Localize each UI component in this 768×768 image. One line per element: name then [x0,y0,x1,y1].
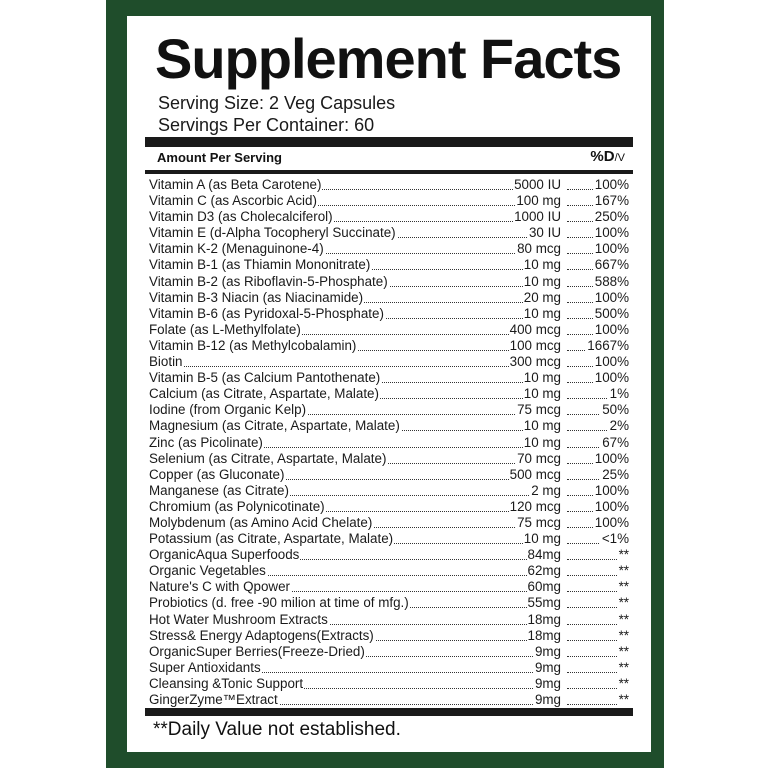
nutrient-amount: 9mg [534,692,561,707]
nutrient-row [149,595,629,611]
nutrient-daily-value [567,225,629,241]
nutrient-name: Iodine (from Organic Kelp) [149,402,307,418]
nutrient-name-amount [149,483,561,499]
nutrient-name-amount [149,322,561,338]
nutrient-name: Vitamin K-2 (Menaguinone-4) [149,241,324,257]
nutrient-row [149,306,629,322]
nutrient-row [149,692,629,708]
nutrient-amount: 60mg [527,579,561,595]
nutrient-daily-value [567,306,629,322]
nutrient-name: Super Antioxidants [149,659,261,675]
nutrient-amount: 55mg [527,595,561,611]
nutrient-row [149,177,629,193]
nutrient-amount: 120 mcg [509,498,561,514]
nutrient-amount: 400 mcg [509,321,561,337]
nutrient-row [149,338,629,354]
nutrient-row [149,515,629,531]
nutrient-row [149,547,629,563]
nutrient-row [149,563,629,579]
nutrient-amount: 70 mcg [517,450,561,466]
nutrient-daily-value [567,547,629,563]
daily-value-percent: 100% [594,241,629,257]
nutrient-row [149,257,629,273]
nutrient-name-amount [149,612,561,628]
daily-value-percent: 50% [602,402,629,418]
nutrient-daily-value [567,435,629,451]
nutrient-daily-value [567,612,629,628]
nutrient-daily-value [567,579,629,595]
nutrient-amount: 10 mg [523,434,561,450]
supplement-facts-panel [127,16,651,752]
nutrient-row [149,467,629,483]
nutrient-amount: 10 mg [523,418,561,434]
nutrient-daily-value [567,531,629,547]
nutrient-daily-value [567,241,629,257]
nutrient-amount: 75 mcg [517,402,561,418]
nutrient-name: Cleansing &Tonic Support [149,675,304,691]
daily-value-percent: 100% [594,354,629,370]
daily-value-percent: 100% [594,482,629,498]
nutrient-daily-value [567,660,629,676]
nutrient-amount: 500 mcg [509,466,561,482]
daily-value-percent: 100% [594,321,629,337]
nutrient-row [149,660,629,676]
nutrient-name: Vitamin B-6 (as Pyridoxal-5-Phosphate) [149,305,384,321]
nutrient-row [149,451,629,467]
nutrient-daily-value [567,354,629,370]
nutrient-daily-value [567,676,629,692]
nutrient-name: Copper (as Gluconate) [149,466,285,482]
nutrient-name-amount [149,515,561,531]
nutrient-name: Zinc (as Picolinate) [149,434,263,450]
daily-value-percent: ** [618,643,629,659]
daily-value-percent: 1% [609,386,629,402]
nutrient-name-amount [149,386,561,402]
nutrient-daily-value [567,499,629,515]
nutrient-name-amount [149,402,561,418]
nutrient-amount: 10 mg [523,273,561,289]
nutrient-row [149,209,629,225]
nutrient-name-amount [149,451,561,467]
nutrient-name-amount [149,628,561,644]
nutrient-amount: 9mg [534,659,561,675]
nutrient-row [149,241,629,257]
nutrient-daily-value [567,322,629,338]
daily-value-percent: 667% [594,257,629,273]
nutrient-amount: 84mg [527,547,561,563]
daily-value-header: %D/V [590,148,625,165]
nutrient-name-amount [149,290,561,306]
daily-value-percent: 588% [594,273,629,289]
thick-divider-top [145,137,633,147]
nutrient-daily-value [567,290,629,306]
daily-value-percent: 100% [594,177,629,192]
servings-per-container: Servings Per Container: 60 [158,115,375,135]
daily-value-percent: 1667% [587,337,629,353]
nutrient-daily-value [567,370,629,386]
nutrient-amount: 62mg [527,563,561,579]
nutrient-name-amount [149,274,561,290]
column-header-row [157,150,635,170]
nutrient-row [149,290,629,306]
nutrient-daily-value [567,451,629,467]
daily-value-percent: ** [618,611,629,627]
nutrient-amount: 9mg [534,643,561,659]
nutrient-name: Magnesium (as Citrate, Aspartate, Malate) [149,418,400,434]
nutrient-name-amount [149,209,561,225]
nutrient-name: Vitamin B-1 (as Thiamin Mononitrate) [149,257,371,273]
nutrient-name-amount [149,257,561,273]
nutrient-name: Hot Water Mushroom Extracts [149,611,328,627]
nutrient-daily-value [567,692,629,708]
nutrient-name-amount [149,418,561,434]
daily-value-percent: ** [618,595,629,611]
daily-value-percent: ** [618,692,629,707]
daily-value-percent: 167% [594,193,629,209]
nutrient-name-amount [149,547,561,563]
nutrient-amount: 10 mg [523,370,561,386]
nutrient-daily-value [567,418,629,434]
nutrient-amount: 9mg [534,675,561,691]
nutrient-name: Probiotics (d. free -90 milion at time of mfg.) [149,595,409,611]
nutrient-name-amount [149,193,561,209]
daily-value-percent: 100% [594,289,629,305]
nutrient-amount: 30 IU [528,225,561,241]
nutrient-amount: 2 mg [531,482,561,498]
nutrient-amount: 20 mg [523,289,561,305]
nutrient-name: Vitamin C (as Ascorbic Acid) [149,193,317,209]
daily-value-percent: 25% [602,466,629,482]
nutrient-row [149,354,629,370]
thick-divider-bottom [145,708,633,716]
nutrient-daily-value [567,467,629,483]
nutrient-daily-value [567,257,629,273]
nutrient-row [149,483,629,499]
nutrient-name: OrganicSuper Berries(Freeze-Dried) [149,643,365,659]
nutrient-name: OrganicAqua Superfoods [149,547,300,563]
nutrient-row [149,499,629,515]
daily-value-percent: 250% [594,209,629,225]
nutrient-name: Nature's C with Qpower [149,579,290,595]
nutrient-name: Biotin [149,354,183,370]
daily-value-percent: ** [618,675,629,691]
nutrient-amount: 1000 IU [514,209,561,225]
nutrient-row [149,274,629,290]
nutrient-name-amount [149,595,561,611]
nutrient-name: Chromium (as Polynicotinate) [149,498,325,514]
nutrient-daily-value [567,515,629,531]
nutrient-amount: 300 mcg [509,354,561,370]
nutrient-amount: 80 mcg [517,241,561,257]
nutrient-daily-value [567,483,629,499]
nutrient-row [149,628,629,644]
nutrient-list [149,177,629,708]
panel-title: Supplement Facts [155,27,622,90]
nutrient-daily-value [567,628,629,644]
nutrient-row [149,531,629,547]
nutrient-amount: 10 mg [523,531,561,547]
nutrient-amount: 10 mg [523,386,561,402]
nutrient-name: GingerZyme™Extract [149,692,278,707]
nutrient-name: Calcium (as Citrate, Aspartate, Malate) [149,386,379,402]
nutrient-amount: 10 mg [523,257,561,273]
serving-size: Serving Size: 2 Veg Capsules [158,93,396,113]
nutrient-amount: 5000 IU [514,177,561,192]
nutrient-name-amount [149,306,561,322]
thin-divider [145,170,633,174]
nutrient-name-amount [149,644,561,660]
nutrient-name: Folate (as L-Methylfolate) [149,321,301,337]
nutrient-name: Stress& Energy Adaptogens(Extracts) [149,627,374,643]
daily-value-percent: ** [618,659,629,675]
nutrient-row [149,435,629,451]
nutrient-row [149,644,629,660]
nutrient-amount: 18mg [527,611,561,627]
nutrient-amount: 18mg [527,627,561,643]
nutrient-name: Vitamin A (as Beta Carotene) [149,177,322,192]
nutrient-name: Vitamin B-2 (as Riboflavin-5-Phosphate) [149,273,388,289]
nutrient-daily-value [567,209,629,225]
nutrient-row [149,370,629,386]
nutrient-row [149,386,629,402]
nutrient-daily-value [567,193,629,209]
daily-value-percent: 2% [609,418,629,434]
nutrient-amount: 100 mcg [509,337,561,353]
daily-value-percent: ** [618,579,629,595]
daily-value-percent: 100% [594,498,629,514]
nutrient-name-amount [149,370,561,386]
nutrient-name-amount [149,531,561,547]
nutrient-name: Organic Vegetables [149,563,266,579]
daily-value-percent: ** [618,627,629,643]
nutrient-name-amount [149,177,561,193]
nutrient-row [149,612,629,628]
nutrient-daily-value [567,595,629,611]
nutrient-name: Vitamin B-3 Niacin (as Niacinamide) [149,289,364,305]
nutrient-daily-value [567,386,629,402]
nutrient-row [149,676,629,692]
nutrient-row [149,322,629,338]
daily-value-percent: ** [618,563,629,579]
nutrient-row [149,579,629,595]
nutrient-name-amount [149,225,561,241]
nutrient-name-amount [149,338,561,354]
nutrient-name-amount [149,435,561,451]
nutrient-name: Potassium (as Citrate, Aspartate, Malate) [149,531,394,547]
nutrient-name: Vitamin E (d-Alpha Tocopheryl Succinate) [149,225,396,241]
daily-value-percent: <1% [601,531,629,547]
daily-value-percent: 100% [594,514,629,530]
nutrient-name-amount [149,354,561,370]
nutrient-row [149,225,629,241]
nutrient-name-amount [149,692,561,708]
nutrient-name-amount [149,241,561,257]
daily-value-percent: 67% [602,434,629,450]
leader-dots [149,366,561,367]
nutrient-amount: 75 mcg [517,514,561,530]
daily-value-percent: 100% [594,450,629,466]
nutrient-daily-value [567,563,629,579]
daily-value-percent: 100% [594,225,629,241]
nutrient-name-amount [149,660,561,676]
nutrient-daily-value [567,177,629,193]
nutrient-daily-value [567,274,629,290]
nutrient-daily-value [567,644,629,660]
nutrient-name: Vitamin B-12 (as Methylcobalamin) [149,337,357,353]
nutrient-row [149,402,629,418]
nutrient-name: Vitamin B-5 (as Calcium Pantothenate) [149,370,381,386]
nutrient-name: Selenium (as Citrate, Aspartate, Malate) [149,450,387,466]
nutrient-name-amount [149,499,561,515]
nutrient-name-amount [149,676,561,692]
nutrient-amount: 10 mg [523,305,561,321]
nutrient-name-amount [149,579,561,595]
nutrient-row [149,193,629,209]
nutrient-name: Manganese (as Citrate) [149,482,289,498]
daily-value-percent: 100% [594,370,629,386]
nutrient-daily-value [567,338,629,354]
nutrient-row [149,418,629,434]
daily-value-percent: 500% [594,305,629,321]
daily-value-percent: ** [618,547,629,563]
amount-per-serving-header: Amount Per Serving [157,150,282,165]
nutrient-name-amount [149,467,561,483]
nutrient-name: Molybdenum (as Amino Acid Chelate) [149,514,373,530]
nutrient-name-amount [149,563,561,579]
nutrient-name: Vitamin D3 (as Cholecalciferol) [149,209,333,225]
nutrient-daily-value [567,402,629,418]
nutrient-amount: 100 mg [516,193,561,209]
daily-value-footnote: **Daily Value not established. [153,719,401,740]
